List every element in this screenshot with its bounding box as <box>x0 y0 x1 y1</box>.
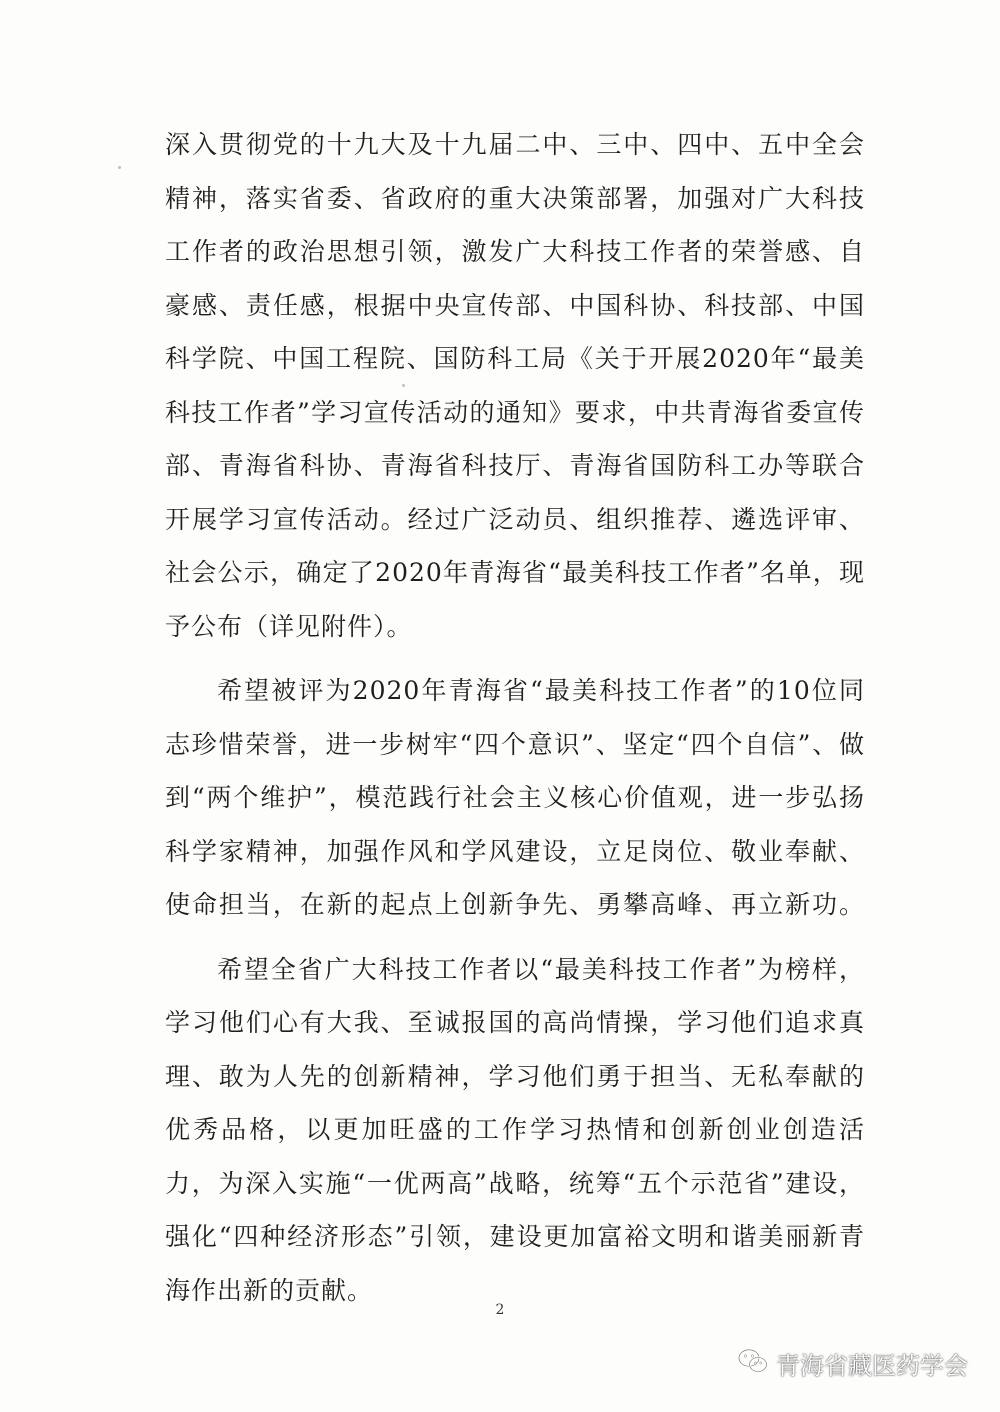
text-line: 科技工作者”学习宣传活动的通知》要求，中共青海省委宣传 <box>165 397 865 427</box>
text-line: 科学家精神，加强作风和学风建设，立足岗位、敬业奉献、 <box>165 836 865 866</box>
text-line: 深入贯彻党的十九大及十九届二中、三中、四中、五中全会 <box>165 130 865 159</box>
text-line: 志珍惜荣誉，进一步树牢“四个意识”、坚定“四个自信”、做 <box>165 729 865 759</box>
account-watermark <box>738 1346 968 1381</box>
text-line: 理、敢为人先的创新精神，学习他们勇于担当、无私奉献的 <box>165 1061 865 1091</box>
wechat-icon <box>738 1348 768 1380</box>
document-body <box>165 118 865 1317</box>
page-number: 2 <box>495 1302 505 1318</box>
paragraph-3 <box>165 943 865 1318</box>
text-line: 部、青海省科协、青海省科技厅、青海省国防科工办等联合 <box>165 451 865 480</box>
text-line: 海作出新的贡献。 <box>165 1275 374 1305</box>
text-line: 科学院、中国工程院、国防科工局《关于开展2020年“最美 <box>165 344 865 373</box>
text-line: 精神，落实省委、省政府的重大决策部署，加强对广大科技 <box>165 183 865 213</box>
text-line: 希望全省广大科技工作者以“最美科技工作者”为榜样， <box>217 954 865 984</box>
text-line: 优秀品格，以更加旺盛的工作学习热情和创新创业创造活 <box>165 1115 865 1144</box>
text-line: 到“两个维护”，模范践行社会主义核心价值观，进一步弘扬 <box>165 783 865 812</box>
text-line: 学习他们心有大我、至诚报国的高尚情操，学习他们追求真 <box>165 1008 865 1037</box>
paragraph-1 <box>165 118 865 653</box>
text-line: 强化“四种经济形态”引领，建设更加富裕文明和谐美丽新青 <box>165 1222 865 1251</box>
scan-speck <box>118 166 121 169</box>
text-line: 希望被评为2020年青海省“最美科技工作者”的10位同 <box>217 676 865 705</box>
text-line: 开展学习宣传活动。经过广泛动员、组织推荐、遴选评审、 <box>165 504 865 534</box>
text-line: 工作者的政治思想引领，激发广大科技工作者的荣誉感、自 <box>165 237 865 266</box>
paragraph-2 <box>165 664 865 932</box>
text-line: 社会公示，确定了2020年青海省“最美科技工作者”名单，现 <box>165 558 865 587</box>
watermark-text: 青海省藏医药学会 <box>776 1352 968 1380</box>
text-line: 力，为深入实施“一优两高”战略，统筹“五个示范省”建设， <box>165 1168 865 1198</box>
text-line: 豪感、责任感，根据中央宣传部、中国科协、科技部、中国 <box>165 290 865 320</box>
text-line: 使命担当，在新的起点上创新争先、勇攀高峰、再立新功。 <box>165 890 865 919</box>
text-line: 予公布（详见附件）。 <box>165 611 413 641</box>
